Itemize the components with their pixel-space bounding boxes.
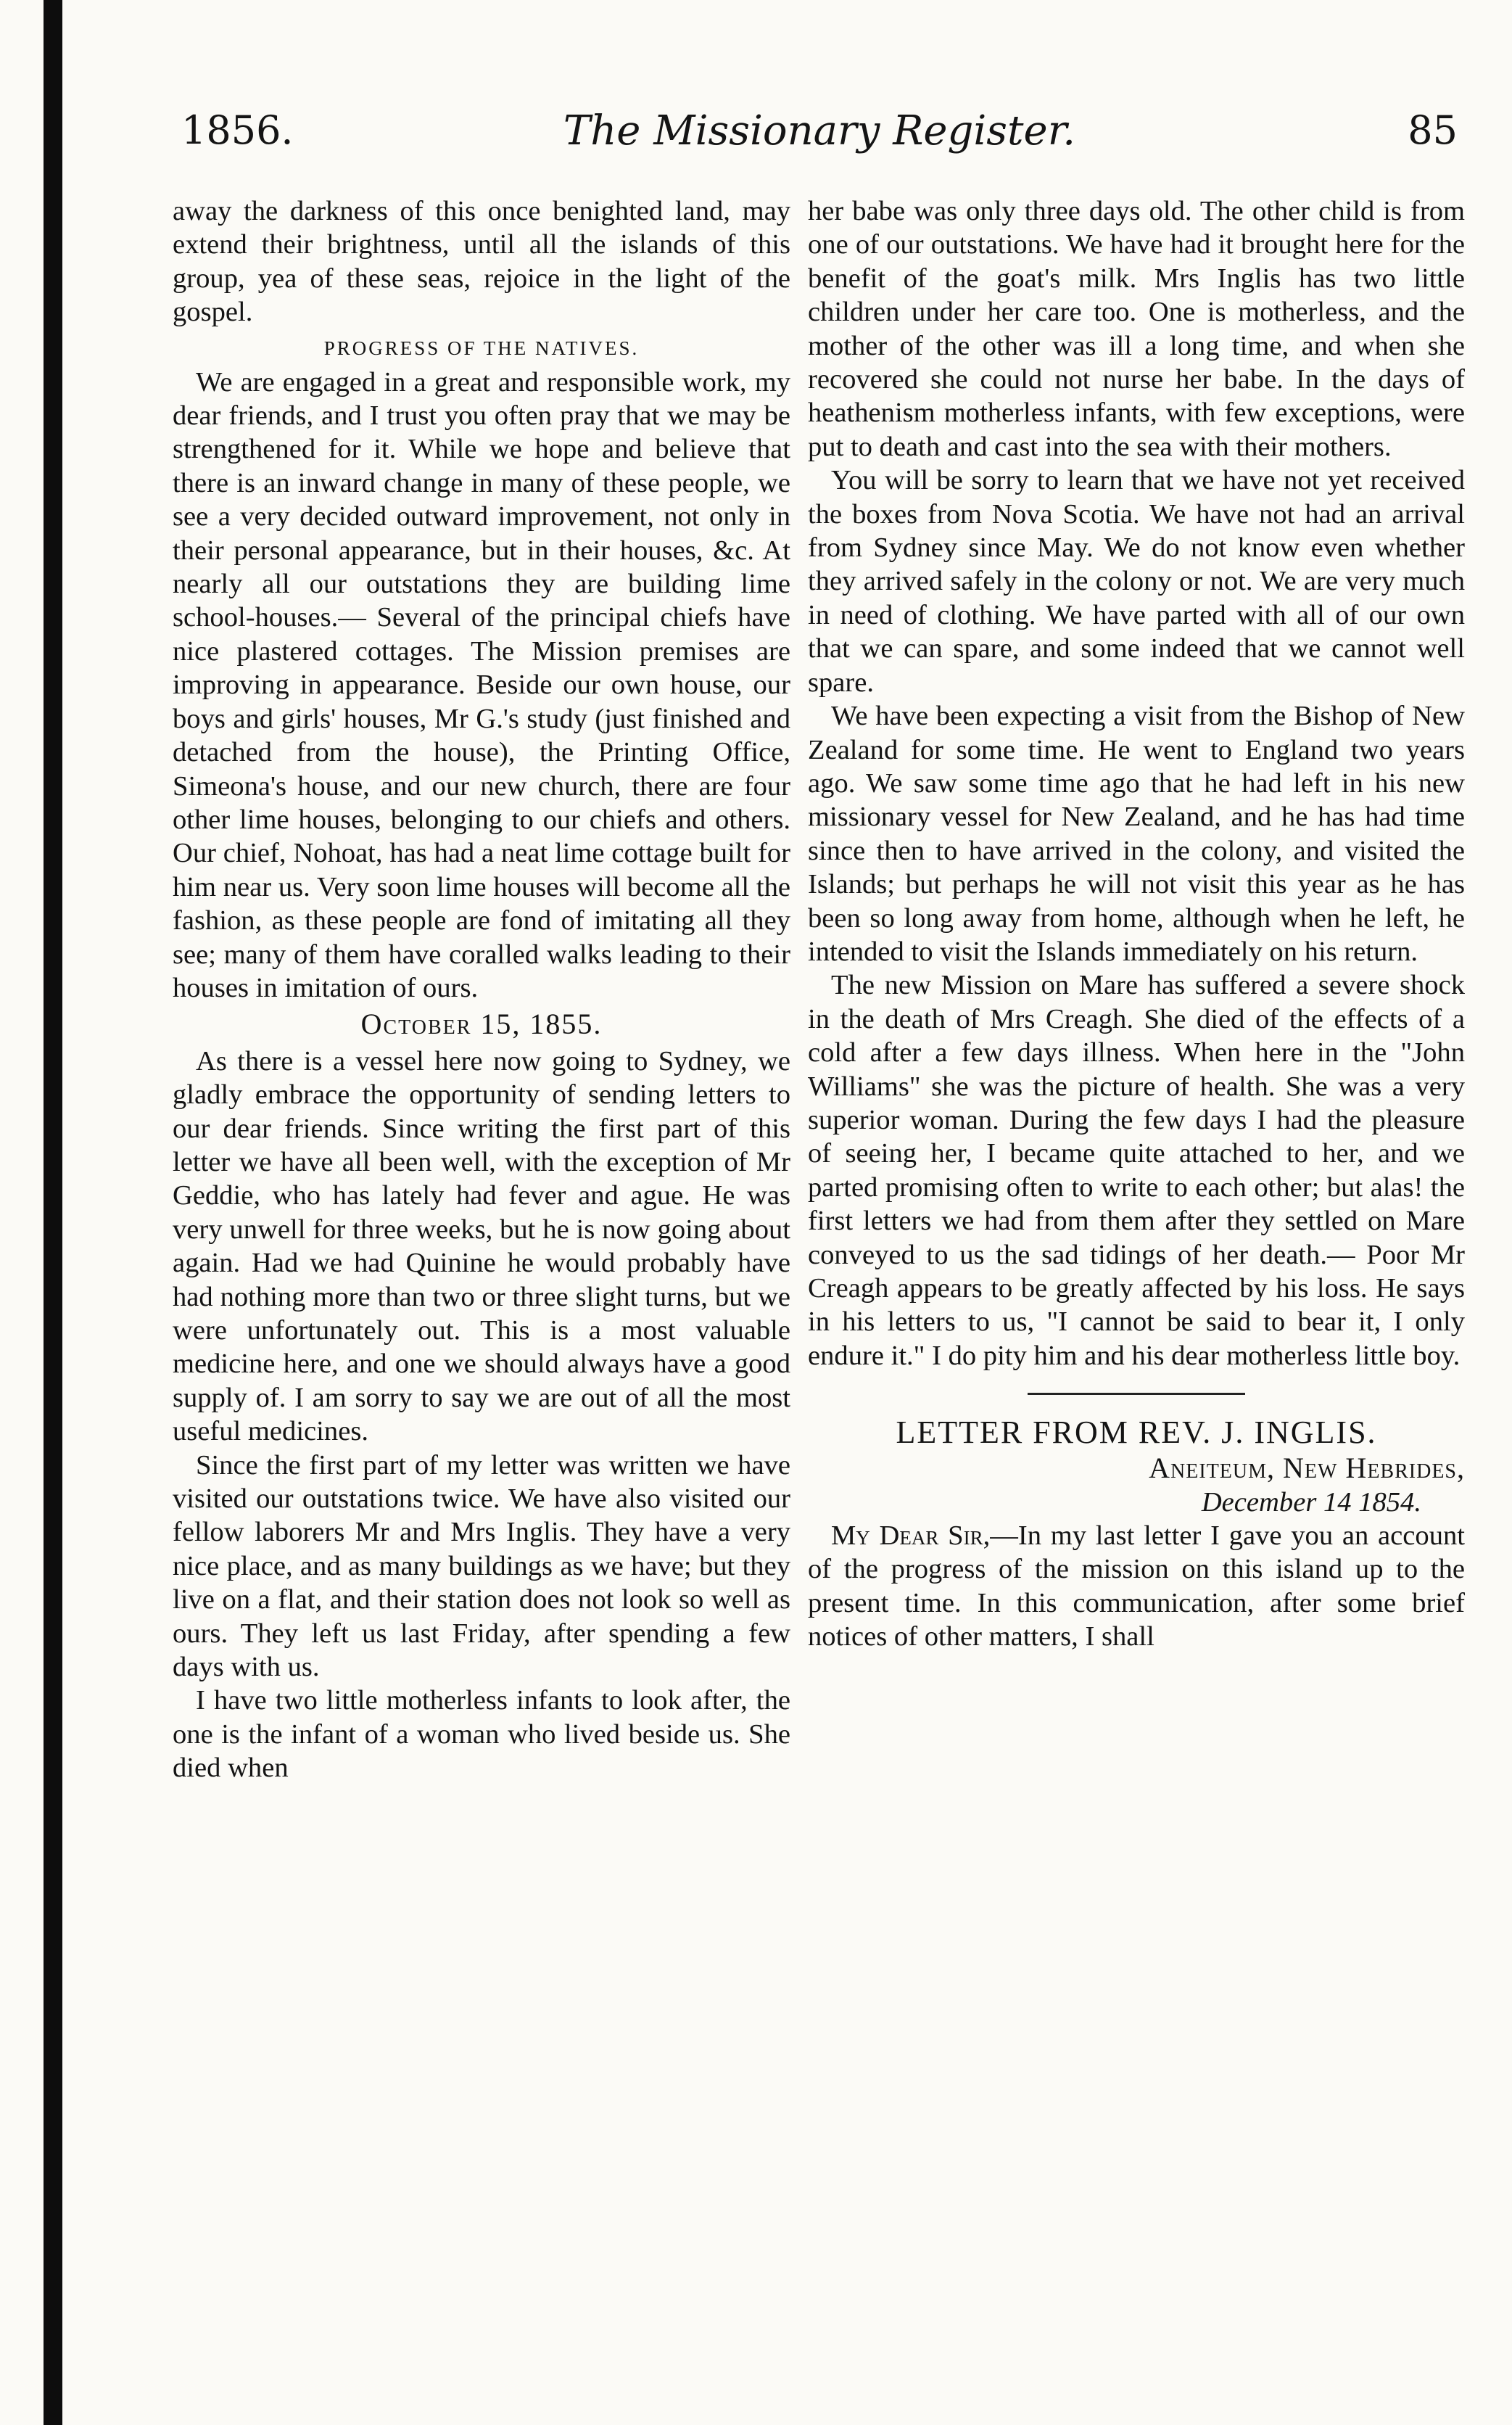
book-spine-shadow <box>44 0 62 2425</box>
paragraph: her babe was only three days old. The other child is from one of our outstations. We have had it brought here for the benefit of the goat's milk. Mrs Inglis has two little children under her care too. One is motherless, and the mother of the other was ill a long time, and when she recovered she could not nurse her babe. In the days of heathenism motherless infants, with few exceptions, were put to death and cast into the sea with their mothers. <box>808 196 1465 462</box>
paragraph: The new Mission on Mare has suffered a severe shock in the death of Mrs Creagh. She died of the effects of a cold after a few days illness. When here in the "John Williams" she was the picture of health. She was a very superior woman. During the few days I had the pleasure of seeing her, I became quite attached to her, and we parted promising often to write to each other; but alas! the first letters we had from them after they settled on Mare conveyed to us the sad tidings of her death.— Poor Mr Creagh appears to be greatly affected by his loss. He says in his letters to us, "I cannot be said to bear it, I only endure it." I do pity him and his dear motherless little boy. <box>808 970 1465 1371</box>
header-year: 1856. <box>181 107 294 153</box>
paragraph <box>808 1519 1465 1654</box>
letter-date: December 14 1854. <box>1201 1486 1421 1518</box>
section-heading: PROGRESS OF THE NATIVES. <box>323 337 640 359</box>
letter-title: LETTER FROM REV. J. INGLIS. <box>896 1415 1377 1451</box>
paragraph: You will be sorry to learn that we have not yet received the boxes from Nova Scotia. We have not had an arrival from Sydney since May. We do not know even whether they arrived safely in the colony or not. We are very much in need of clothing. We have parted with all of our own that we can spare, and some indeed that we cannot well spare. <box>808 465 1465 698</box>
paragraph: We are engaged in a great and responsible work, my dear friends, and I trust you often pray that we may be strengthened for it. While we hope and believe that there is an inward change in many of these people, we see a very decided outward improvement, not only in their personal appearance, but in their houses, &c. At nearly all our outstations they are building lime school-houses.— Several of the principal chiefs have nice plastered cottages. The Mission premises are improving in appearance. Beside our own house, our boys and girls' houses, Mr G.'s study (just finished and detached from the house), the Printing Office, Simeona's house, and our new church, there are four other lime houses, belonging to our chiefs and others. Our chief, Nohoat, has had a neat lime cottage built for him near us. Very soon lime houses will become all the fashion, as these people are fond of imitating all they see; many of them have coralled walks leading to their houses in imitation of ours. <box>173 366 790 1003</box>
right-column <box>808 194 1465 2407</box>
dateline: October 15, 1855. <box>360 1008 603 1041</box>
letter-place: Aneiteum, New Hebrides, <box>1149 1452 1465 1485</box>
page-number: 85 <box>1408 107 1458 153</box>
journal-title: The Missionary Register. <box>563 107 1076 155</box>
paragraph: We have been expecting a visit from the Bishop of New Zealand for some time. He went to England two years ago. We saw some time ago that he had left in his new missionary vessel for New Zealand, and he has had time since then to have arrived in the colony, and visited the Islands; but perhaps he will not visit this year as he has been so long away from home, although when he left, he intended to visit the Islands immediately on his return. <box>808 701 1465 967</box>
section-divider <box>1028 1393 1245 1395</box>
paragraph: As there is a vessel here now going to Sydney, we gladly embrace the opportunity of sending letters to our dear friends. Since writing the first part of this letter we have all been well, with the exception of Mr Geddie, who has lately had fever and ague. He was very unwell for three weeks, but he is now going about again. Had we had Quinine he would probably have had nothing more than two or three slight turns, but we were unfortunately out. This is a most valuable medicine here, and one we should always have a good supply of. I am sorry to say we are out of all the most useful medicines. <box>173 1045 790 1447</box>
paragraph: away the darkness of this once benighted land, may extend their brightness, until all the islands of this group, yea of these seas, rejoice in the light of the gospel. <box>173 196 790 328</box>
paragraph-text: —In my last letter I gave you an account of the progress of the mission on this island up to the present time. In this communication, after some brief notices of other matters, I shall <box>808 1520 1465 1652</box>
paragraph: I have two little motherless infants to look after, the one is the infant of a woman who lived beside us. She died when <box>173 1685 790 1784</box>
paragraph: Since the first part of my letter was written we have visited our outstations twice. We have also visited our fellow laborers Mr and Mrs Inglis. They have a very nice place, and as many buildings as we have; but they live on a flat, and their station does not look so well as ours. They left us last Friday, after spending a few days with us. <box>173 1449 790 1683</box>
salutation: My Dear Sir, <box>831 1520 991 1552</box>
left-column <box>173 194 790 2407</box>
page-header <box>181 107 1458 173</box>
